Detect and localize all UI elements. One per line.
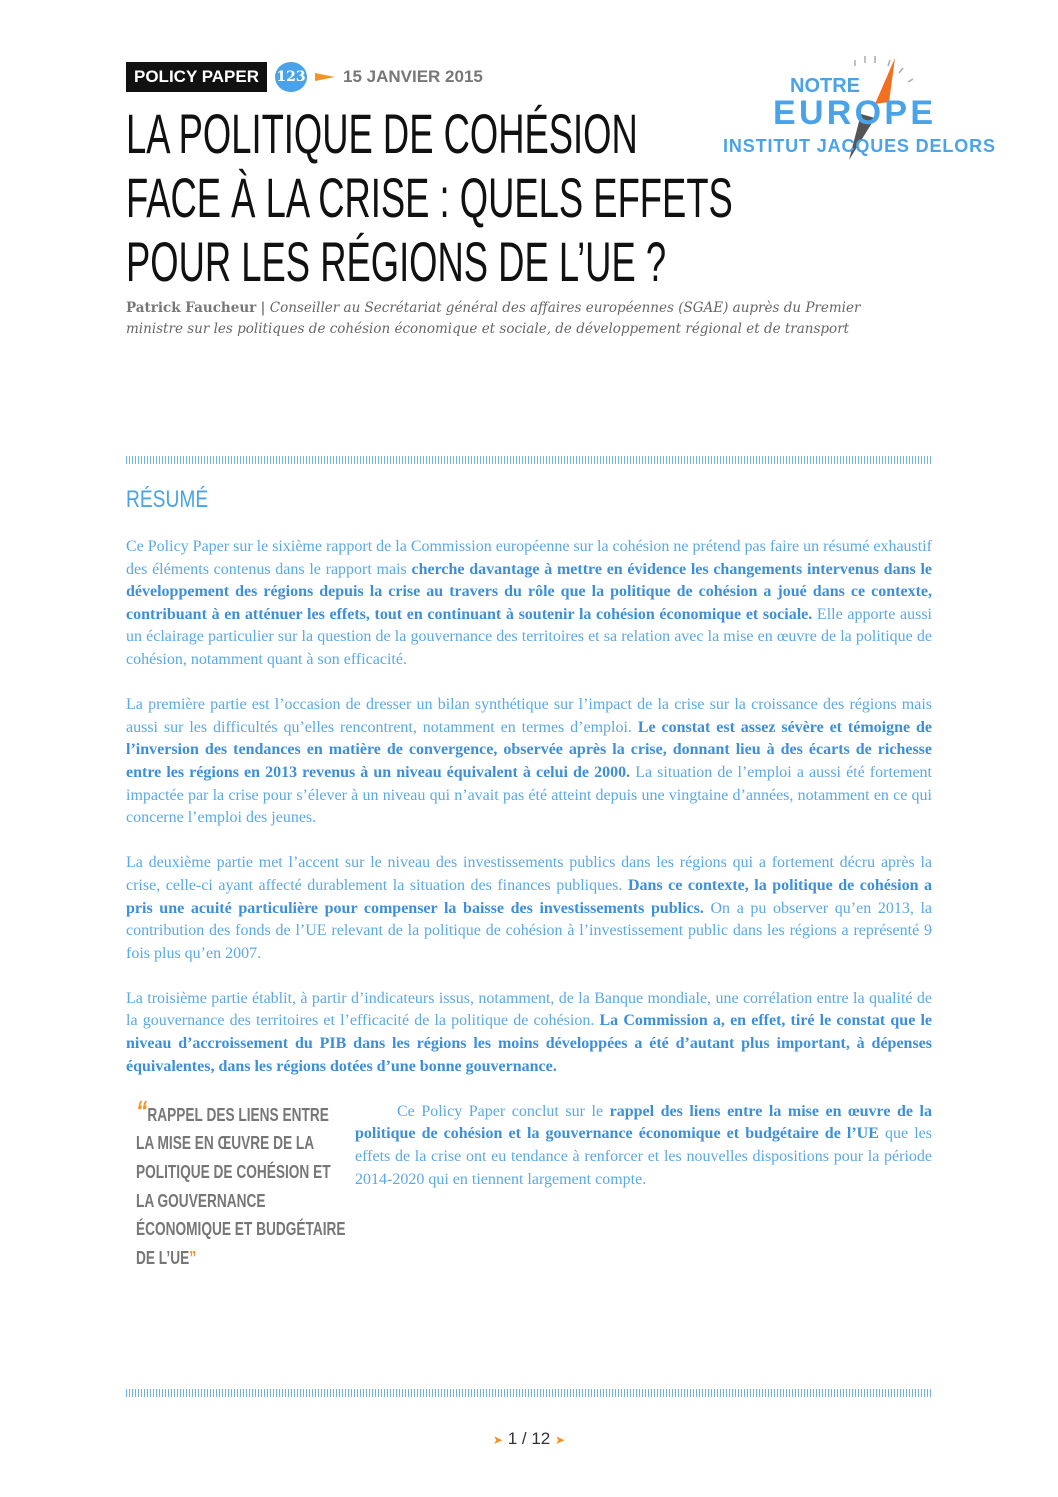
page-number: ➤ 1 / 12 ➤ — [492, 1429, 566, 1448]
highlighted-text: Dans ce contexte, la politique de cohésion a pris une acuité particulière pour compenser la baisse des investissements publics. — [126, 876, 932, 917]
svg-text:NOTRE: NOTRE — [790, 75, 860, 97]
author-line: Patrick Faucheur | Conseiller au Secrétariat général des affaires européennes (SGAE) auprès du Premier ministre sur les politiques de cohésion économique et sociale, de développement régional et de transport — [126, 300, 861, 337]
publication-date: 15 JANVIER 2015 — [343, 67, 483, 86]
policy-paper-label: POLICY PAPER — [126, 62, 267, 92]
summary-heading: RÉSUMÉ — [126, 486, 209, 513]
dotted-divider — [126, 1389, 932, 1397]
conclusion-paragraph — [355, 1101, 932, 1191]
body-text: Ce Policy Paper conclut sur le — [397, 1102, 610, 1120]
body-text: La première partie est l’occasion de dresser un bilan synthétique sur l’impact de la crise sur la croissance des régions mais aussi sur les difficultés qu’elles rencontrent, notamment en termes d’emploi. — [126, 696, 932, 736]
body-text: que les effets de la crise ont eu tendance à renforcer et les nouvelles dispositions pour la période 2014-2020 qui en tiennent largement compte. — [355, 1125, 933, 1188]
body-text: La deuxième partie met l’accent sur le niveau des investissements publics dans les régions qui a fortement décru après la crise, celle-ci ayant affecté durablement la situation des finances publiques. — [126, 854, 932, 894]
body-text: La situation de l’emploi a aussi été fortement impactée par la crise pour s’élever à un niveau qui n’avait pas été atteint depuis une vingtaine d’années, notamment en ce qui concerne l’emploi des jeunes. — [126, 763, 933, 827]
body-text: La troisième partie établit, à partir d’indicateurs issus, notamment, de la Banque mondiale, une corrélation entre la qualité de la gouvernance des territoires et l’efficacité de la politique de cohésion. — [126, 989, 932, 1030]
author-role: Conseiller au Secrétariat général des affaires européennes (SGAE) auprès du Premier ministre sur les politiques de cohésion économique et sociale, de développement régional et de transport — [126, 300, 861, 337]
summary-paragraph — [126, 536, 932, 672]
highlighted-text: cherche davantage à mettre en évidence les changements intervenus dans le développement des régions depuis la crise au travers du rôle que la politique de cohésion a joué dans ce contexte, contribuant à en atténuer les effets, tout en continuant à soutenir la cohésion économique et sociale. — [126, 560, 932, 623]
content-flow — [126, 536, 932, 1272]
svg-text:EUROPE: EUROPE — [773, 94, 933, 132]
summary-paragraph — [126, 988, 932, 1078]
header-row — [126, 62, 483, 92]
notre-europe-logo — [715, 52, 1005, 162]
pull-quote: “RAPPEL DES LIENS ENTRE LA MISE EN ŒUVRE DE LA POLITIQUE DE COHÉSION ET LA GOUVERNANCE ÉCONOMIQUE ET BUDGÉTAIRE DE L’UE” — [136, 1100, 346, 1268]
quote-row — [126, 1101, 932, 1273]
arrow-icon — [315, 73, 335, 81]
body-text: Elle apporte aussi un éclairage particulier sur la question de la gouvernance des territoires et sa relation avec la mise en œuvre de la politique de cohésion, notamment quant à son efficacité. — [126, 605, 932, 668]
summary-body — [126, 536, 932, 1078]
summary-paragraph — [126, 694, 932, 830]
svg-text:INSTITUT JACQUES DELORS: INSTITUT JACQUES DELORS — [723, 136, 995, 156]
body-text: Ce Policy Paper sur le sixième rapport de la Commission européenne sur la cohésion ne prétend pas faire un résumé exhaustif des éléments contenus dans le rapport mais — [126, 538, 932, 578]
body-text: On a pu observer qu’en 2013, la contribution des fonds de l’UE relevant de la politique de cohésion à l’investissement public dans les régions a représenté 9 fois plus qu’en 2007. — [126, 899, 933, 962]
pull-quote-wrap — [136, 1101, 355, 1273]
summary-paragraph — [126, 852, 932, 965]
highlighted-text: La Commission a, en effet, tiré le constat que le niveau d’accroissement du PIB dans les régions les moins développées a été d’autant plus important, à dépenses équivalentes, dans les régions dotées d’une bonne gouvernance. — [126, 1012, 933, 1075]
author-name: Patrick Faucheur — [126, 300, 257, 316]
highlighted-text: Le constat est assez sévère et témoigne de l’inversion des tendances en matière de convergence, observée après la crise, donnant lieu à des écarts de richesse entre les régions en 2013 revenus à un niveau équivalent à celui de 2000. — [126, 718, 932, 781]
highlighted-text: rappel des liens entre la mise en œuvre de la politique de cohésion et la gouvernance économique et budgétaire de l’UE — [355, 1102, 933, 1143]
document-title: LA POLITIQUE DE COHÉSION FACE À LA CRISE : QUELS EFFETS POUR LES RÉGIONS DE L’UE ? — [126, 102, 733, 293]
issue-number-badge: 123 — [275, 62, 307, 92]
dotted-divider — [126, 456, 932, 464]
